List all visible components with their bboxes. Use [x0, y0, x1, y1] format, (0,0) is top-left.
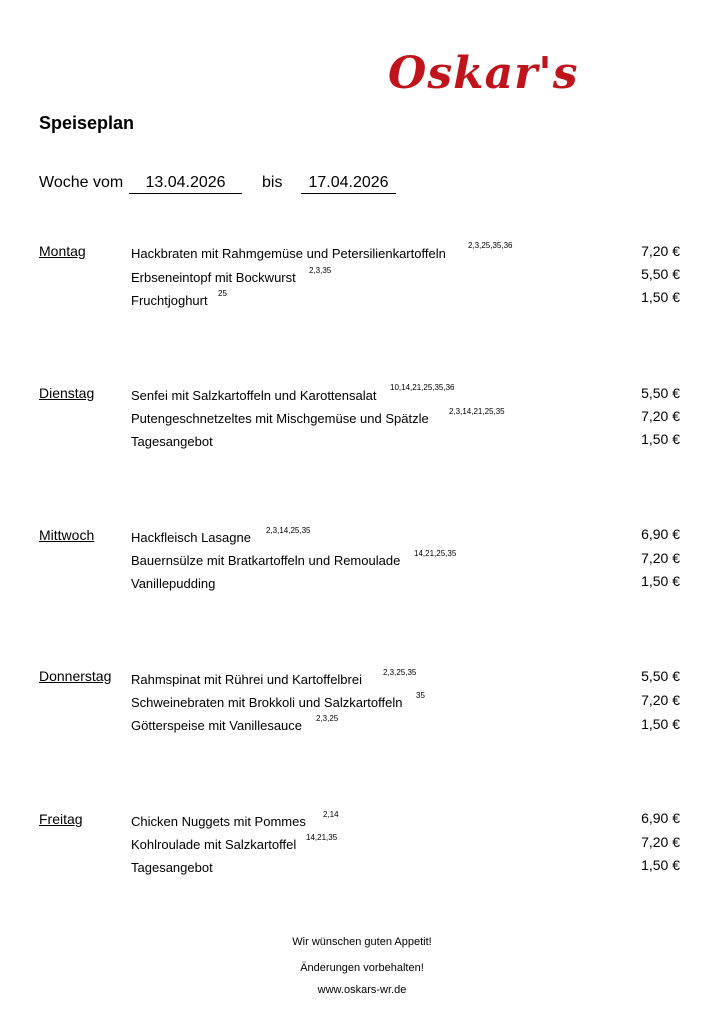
dish-price: 6,90 € — [641, 526, 680, 542]
additives-note: 35 — [416, 691, 425, 700]
dish-price: 7,20 € — [641, 408, 680, 424]
week-separator: bis — [262, 174, 283, 191]
dish-item: Schweinebraten mit Brokkoli und Salzkartoffeln — [131, 695, 403, 710]
dish-item: Senfei mit Salzkartoffeln und Karottensalat — [131, 388, 377, 403]
footer-greeting: Wir wünschen guten Appetit! — [292, 936, 432, 948]
dish-price: 1,50 € — [641, 289, 680, 305]
week-start-date: 13.04.2026 — [129, 174, 242, 194]
dish-item: Fruchtjoghurt — [131, 293, 208, 308]
dish-price: 7,20 € — [641, 692, 680, 708]
additives-note: 2,3,14,25,35 — [266, 526, 311, 535]
dish-item: Kohlroulade mit Salzkartoffel — [131, 837, 297, 852]
day-label-freitag: Freitag — [39, 811, 83, 827]
footer-website-link[interactable]: www.oskars-wr.de — [317, 984, 407, 996]
additives-note: 2,3,35 — [309, 266, 332, 275]
additives-note: 2,3,25 — [316, 714, 339, 723]
dish-price: 5,50 € — [641, 385, 680, 401]
dish-item: Chicken Nuggets mit Pommes — [131, 814, 306, 829]
dish-item: Hackbraten mit Rahmgemüse und Petersilienkartoffeln — [131, 246, 446, 261]
dish-price: 7,20 € — [641, 834, 680, 850]
day-label-montag: Montag — [39, 243, 86, 259]
dish-price: 7,20 € — [641, 550, 680, 566]
dish-item: Hackfleisch Lasagne — [131, 530, 251, 545]
dish-price: 6,90 € — [641, 810, 680, 826]
additives-note: 2,3,25,35,36 — [468, 241, 513, 250]
dish-item: Putengeschnetzeltes mit Mischgemüse und Spätzle — [131, 411, 429, 426]
additives-note: 2,14 — [323, 810, 339, 819]
dish-price: 5,50 € — [641, 266, 680, 282]
additives-note: 14,21,25,35 — [414, 549, 457, 558]
dish-price: 7,20 € — [641, 243, 680, 259]
day-label-mittwoch: Mittwoch — [39, 527, 95, 543]
dish-price: 5,50 € — [641, 668, 680, 684]
dish-item: Tagesangebot — [131, 860, 213, 875]
dish-price: 1,50 € — [641, 716, 680, 732]
day-label-donnerstag: Donnerstag — [39, 668, 112, 684]
additives-note: 2,3,25,35 — [383, 668, 417, 677]
dish-item: Erbseneintopf mit Bockwurst — [131, 270, 296, 285]
dish-item: Tagesangebot — [131, 434, 213, 449]
page-title: Speiseplan — [39, 113, 135, 133]
dish-item: Bauernsülze mit Bratkartoffeln und Remoulade — [131, 553, 401, 568]
logo: Oskar's — [388, 48, 579, 99]
dish-item: Rahmspinat mit Rührei und Kartoffelbrei — [131, 672, 362, 687]
week-label: Woche vom — [39, 174, 124, 191]
dish-price: 1,50 € — [641, 857, 680, 873]
footer-disclaimer: Änderungen vorbehalten! — [300, 962, 424, 974]
additives-note: 2,3,14,21,25,35 — [449, 407, 505, 416]
additives-note: 14,21,35 — [306, 833, 338, 842]
day-label-dienstag: Dienstag — [39, 385, 95, 401]
dish-price: 1,50 € — [641, 573, 680, 589]
dish-item: Vanillepudding — [131, 576, 216, 591]
dish-price: 1,50 € — [641, 431, 680, 447]
dish-item: Götterspeise mit Vanillesauce — [131, 718, 303, 733]
additives-note: 25 — [218, 289, 227, 298]
week-end-date: 17.04.2026 — [301, 174, 396, 194]
additives-note: 10,14,21,25,35,36 — [390, 383, 455, 392]
